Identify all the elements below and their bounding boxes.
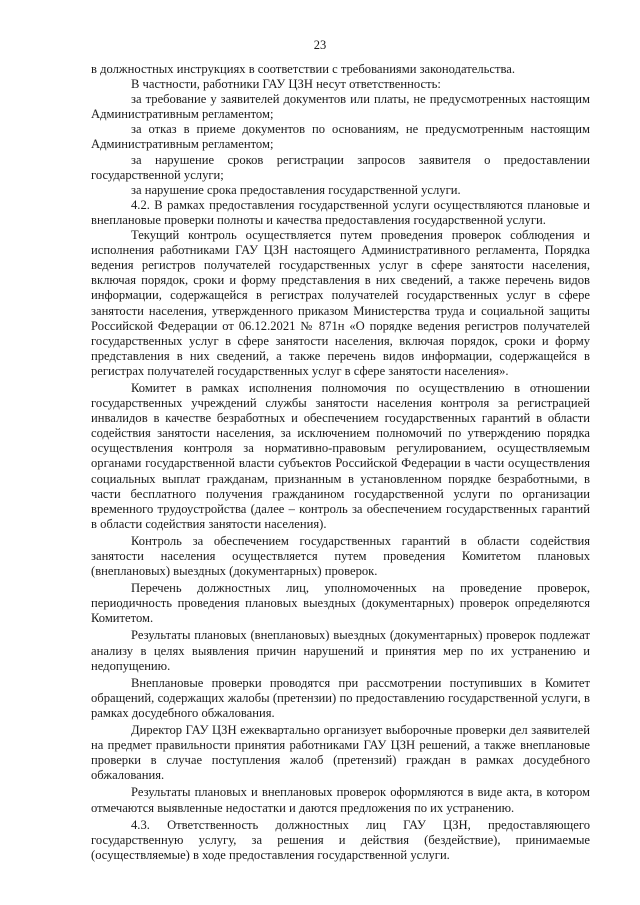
paragraph: Комитет в рамках исполнения полномочия по осуществлению в отношении государственных учреждений службы занятости населения контроля за регистрацией инвалидов в качестве безработных и обеспечением государственных гарантий в области содействия занятости населения, за исключением полномочий по утверждению порядка осуществления контроля за нормативно-правовым регулированием, осуществляемым органами государственной власти субъектов Российской Федерации в части осуществления социальных выплат гражданам, признанным в установленном порядке безработными, в части бесплатного получения гражданином государственной услуги по организации временного трудоустройства (далее – контроль за обеспечением государственных гарантий в области содействия занятости населения). <box>91 380 590 531</box>
paragraph: 4.2. В рамках предоставления государственной услуги осуществляются плановые и внеплановые проверки полноты и качества предоставления государственной услуги. <box>91 197 590 227</box>
paragraph: за отказ в приеме документов по основаниям, не предусмотренным настоящим Административным регламентом; <box>91 122 590 152</box>
paragraph: Перечень должностных лиц, уполномоченных на проведение проверок, периодичность проведения плановых выездных (документарных) проверок определяются Комитетом. <box>91 581 590 626</box>
paragraph: 4.3. Ответственность должностных лиц ГАУ ЦЗН, предоставляющего государственную услугу, за решения и действия (бездействие), принимаемые (осуществляемые) в ходе предоставления государственной услуги. <box>91 817 590 862</box>
paragraph: Результаты плановых (внеплановых) выездных (документарных) проверок подлежат анализу в целях выявления причин нарушений и принятия мер по их устранению и недопущению. <box>91 628 590 673</box>
paragraph: за нарушение срока предоставления государственной услуги. <box>131 182 461 197</box>
paragraph: Директор ГАУ ЦЗН ежеквартально организует выборочные проверки дел заявителей на предмет правильности принятия работниками ГАУ ЦЗН решений, а также внеплановые проверки в случае поступления жалоб (претензий) граждан в рамках досудебного обжалования. <box>91 723 590 783</box>
page-number: 23 <box>313 38 327 52</box>
paragraph: Контроль за обеспечением государственных гарантий в области содействия занятости населения осуществляется путем проведения Комитетом плановых (внеплановых) выездных (документарных) проверок. <box>91 533 590 579</box>
paragraph: В частности, работники ГАУ ЦЗН несут ответственность: <box>131 77 441 92</box>
paragraph: Текущий контроль осуществляется путем проведения проверок соблюдения и исполнения работниками ГАУ ЦЗН настоящего Административного регламента, Порядка ведения регистров получателей государственных услуг в сфере занятости населения, включая порядок, сроки и форму представления в них сведений, а также перечень видов информации, содержащейся в регистрах получателей государственных услуг в сфере занятости населения, утвержденного приказом Министерства труда и социальной защиты Российской Федерации от 06.12.2021 № 871н «О порядке ведения регистров получателей государственных услуг в сфере занятости населения, включая порядок, сроки и форму представления в них сведений, а также перечень видов информации, содержащейся в регистрах получателей государственных услуг в сфере занятости населения». <box>91 228 590 378</box>
paragraph: за нарушение сроков регистрации запросов заявителя о предоставлении государственной услуги; <box>91 152 590 182</box>
paragraph: в должностных инструкциях в соответствии с требованиями законодательства. <box>91 62 516 76</box>
paragraph: Внеплановые проверки проводятся при рассмотрении поступивших в Комитет обращений, содержащих жалобы (претензии) по предоставлению государственной услуги, в рамках досудебного обжалования. <box>91 675 590 720</box>
paragraph: за требование у заявителей документов или платы, не предусмотренных настоящим Административным регламентом; <box>91 92 590 122</box>
document-body <box>91 62 590 863</box>
paragraph: Результаты плановых и внеплановых проверок оформляются в виде акта, в котором отмечаются выявленные недостатки и даются предложения по их устранению. <box>91 785 590 815</box>
